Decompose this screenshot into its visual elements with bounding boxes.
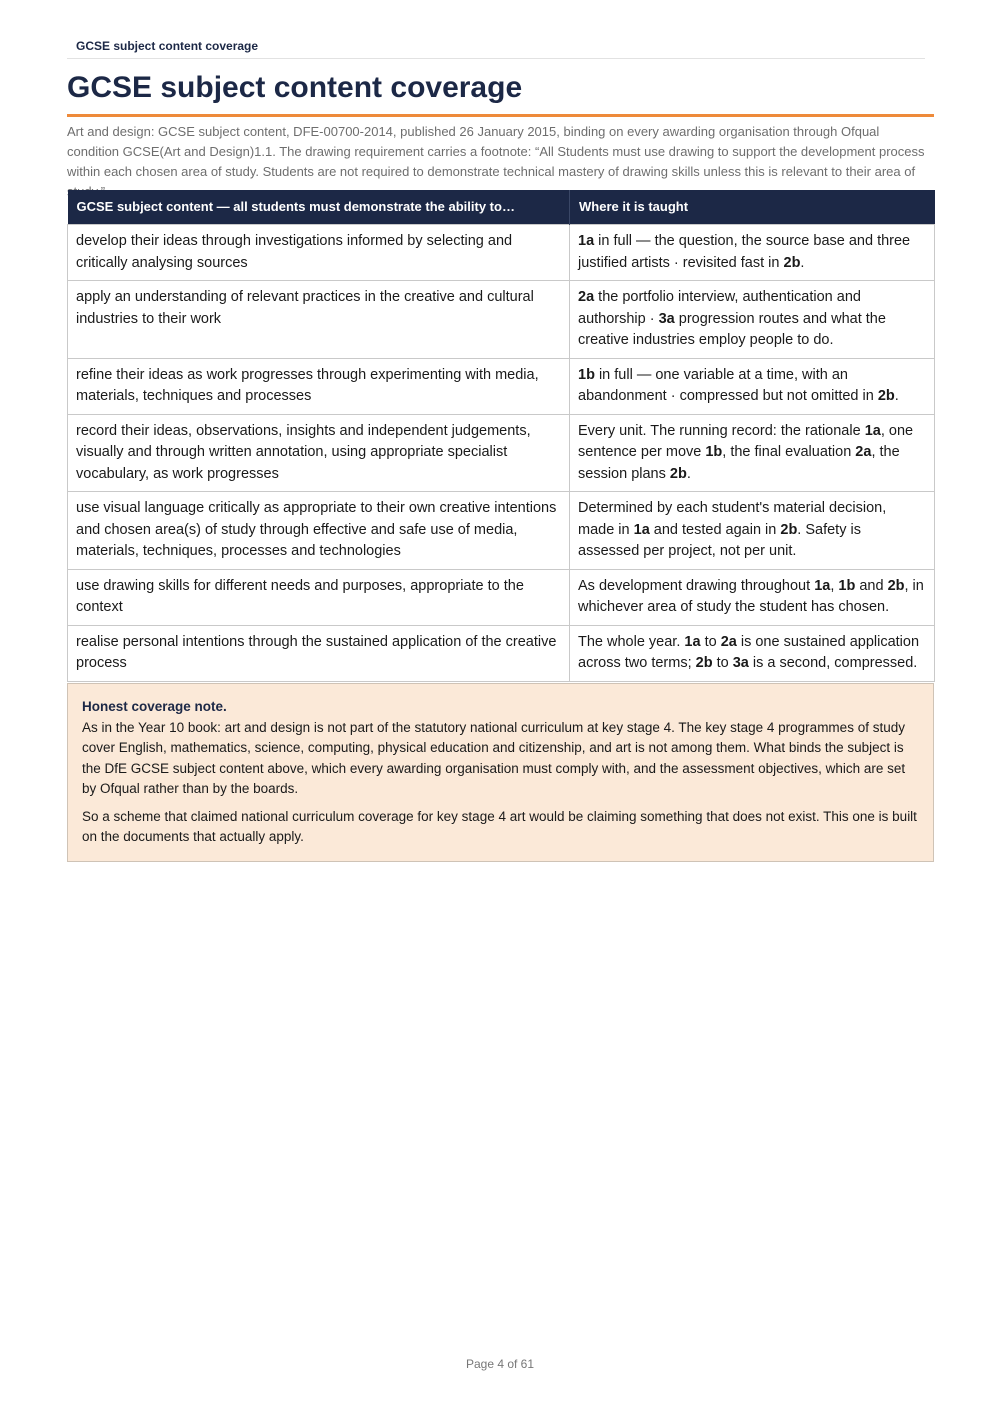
table-body: [68, 225, 935, 682]
taught-cell: [570, 225, 935, 281]
unit-reference: 2b: [783, 254, 801, 271]
column-header-taught: Where it is taught: [570, 190, 935, 225]
unit-reference: 1b: [838, 577, 856, 594]
unit-reference: 2a: [578, 289, 595, 305]
taught-text: progression routes and what the creative industries employ people to do.: [578, 310, 886, 348]
unit-reference: 2a: [720, 633, 737, 650]
taught-cell: [570, 414, 935, 492]
taught-text: .: [800, 254, 805, 271]
taught-text: , the final evaluation: [722, 444, 856, 460]
unit-reference: 1a: [684, 633, 701, 650]
taught-text: in full — the question, the source base and three justified artists · revisited fast in: [578, 233, 911, 271]
taught-text: As development drawing throughout: [578, 577, 815, 594]
taught-cell: [570, 358, 935, 414]
table-row: [68, 225, 935, 281]
coverage-table: [67, 190, 935, 682]
taught-text: Determined by each student's material decision, made in: [578, 500, 887, 538]
table-row: [68, 625, 935, 681]
note-title: Honest coverage note.: [82, 699, 227, 714]
taught-text: , in whichever area of study the student has chosen.: [578, 577, 924, 615]
taught-text: is a second, compressed.: [748, 655, 918, 671]
content-cell: record their ideas, observations, insights and independent judgements, visually and through written annotation, using appropriate specialist vocabulary, as work progresses: [68, 414, 570, 492]
column-header-content: GCSE subject content — all students must demonstrate the ability to…: [68, 190, 570, 225]
content-cell: realise personal intentions through the sustained application of the creative process: [68, 625, 570, 681]
taught-text: , one sentence per move: [578, 422, 914, 460]
unit-reference: 2a: [855, 444, 872, 460]
taught-cell: [570, 281, 935, 359]
unit-reference: 2b: [877, 388, 895, 404]
taught-text: and: [855, 577, 888, 594]
taught-text: to: [700, 633, 721, 650]
content-cell: develop their ideas through investigations informed by selecting and critically analysing sources: [68, 225, 570, 281]
running-header: GCSE subject content coverage: [67, 38, 925, 59]
table-row: [68, 358, 935, 414]
taught-text: is one sustained application across two terms;: [578, 633, 920, 671]
unit-reference: 1a: [578, 233, 595, 249]
table-row: [68, 492, 935, 570]
unit-reference: 1a: [864, 422, 881, 439]
taught-cell: [570, 625, 935, 681]
table-header-row: [68, 190, 935, 225]
taught-text: the portfolio interview, authentication and authorship ·: [578, 289, 861, 327]
taught-cell: [570, 492, 935, 570]
taught-cell: [570, 569, 935, 625]
note-paragraph: As in the Year 10 book: art and design is not part of the statutory national curriculum at key stage 4. The key stage 4 programmes of study cover English, mathematics, science, computing, physical education and citizenship, and art is not among them. What binds the subject is the DfE GCSE subject content above, which every awarding organisation must comply with, and the assessment objectives, which are set by Ofqual rather than by the boards.: [82, 719, 906, 796]
taught-text: , the session plans: [578, 444, 900, 482]
note-paragraph: So a scheme that claimed national curriculum coverage for key stage 4 art would be claiming something that does not exist. This one is built on the documents that actually apply.: [82, 808, 917, 844]
table-row: [68, 569, 935, 625]
unit-reference: 3a: [732, 655, 749, 671]
taught-text: .: [894, 388, 899, 404]
content-cell: use drawing skills for different needs and purposes, appropriate to the context: [68, 569, 570, 625]
taught-text: Every unit. The running record: the rationale: [578, 422, 865, 439]
unit-reference: 2b: [887, 577, 905, 594]
table-row: [68, 414, 935, 492]
unit-reference: 1a: [814, 577, 831, 594]
unit-reference: 1a: [633, 521, 650, 538]
taught-text: ,: [830, 577, 839, 594]
content-cell: apply an understanding of relevant practices in the creative and cultural industries to their work: [68, 281, 570, 359]
unit-reference: 2b: [695, 655, 713, 671]
content-cell: use visual language critically as appropriate to their own creative intentions and chosen area(s) of study through effective and safe use of media, materials, techniques, processes and technologies: [68, 492, 570, 570]
taught-text: in full — one variable at a time, with an abandonment · compressed but not omitted in: [578, 366, 878, 404]
unit-reference: 2b: [780, 521, 798, 538]
unit-reference: 1b: [578, 366, 595, 383]
taught-text: and tested again in: [649, 521, 781, 538]
taught-text: to: [712, 655, 733, 671]
page-number: Page 4 of 61: [465, 1357, 535, 1371]
table-row: [68, 281, 935, 359]
content-cell: refine their ideas as work progresses through experimenting with media, materials, techniques and processes: [68, 358, 570, 414]
coverage-note: [67, 683, 934, 862]
intro-paragraph: Art and design: GCSE subject content, DFE-00700-2014, published 26 January 2015, binding on every awarding organisation through Ofqual condition GCSE(Art and Design)1.1. The drawing requirement carries a footnote: “All Students must use drawing to support the development process within each chosen area of study. Students are not required to demonstrate technical mastery of drawing skills unless this is relevant to their area of: [67, 124, 925, 179]
taught-text: The whole year.: [578, 633, 685, 650]
unit-reference: 3a: [658, 310, 675, 327]
unit-reference: 1b: [705, 444, 723, 460]
taught-text: . Safety is assessed per project, not per unit.: [578, 521, 861, 559]
unit-reference: 2b: [669, 465, 687, 482]
taught-text: .: [686, 465, 691, 482]
page-title: GCSE subject content coverage: [67, 68, 934, 117]
